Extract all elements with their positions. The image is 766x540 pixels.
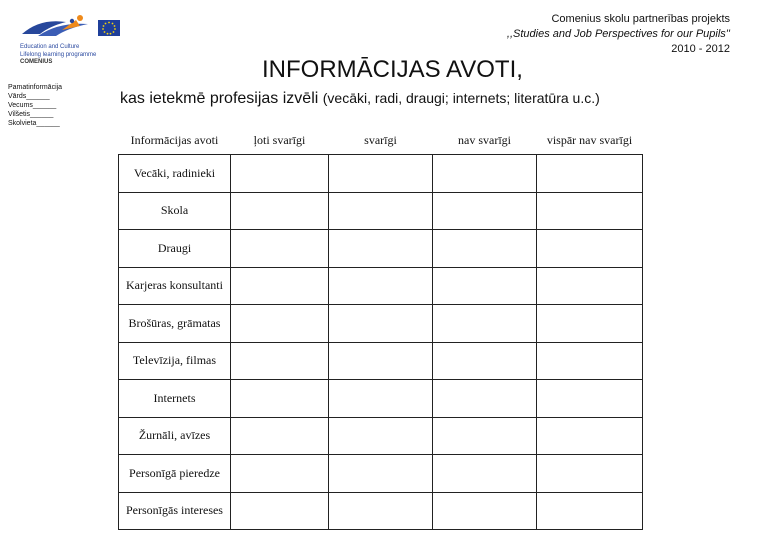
- row-label: Skola: [160, 203, 189, 218]
- rating-cell[interactable]: [329, 492, 433, 530]
- rating-cell[interactable]: [433, 417, 537, 455]
- basic-info-title: Pamatinformācija: [8, 84, 63, 91]
- rating-cell[interactable]: [433, 267, 537, 305]
- field-school: Skolvieta______: [8, 120, 60, 127]
- column-header-sources: Informācijas avoti: [119, 126, 231, 155]
- row-label: Televīzija, filmas: [132, 353, 217, 368]
- project-info: [507, 12, 730, 57]
- table-row: [119, 380, 643, 418]
- column-header-important: svarīgi: [329, 126, 433, 155]
- program-logo: [18, 12, 130, 82]
- table-row: [119, 417, 643, 455]
- row-label-cell: [119, 417, 231, 455]
- rating-cell[interactable]: [231, 267, 329, 305]
- rating-cell[interactable]: [433, 230, 537, 268]
- field-age: Vecums______: [8, 102, 57, 109]
- rating-cell[interactable]: [433, 192, 537, 230]
- rating-cell[interactable]: [433, 342, 537, 380]
- column-header-not-important: nav svarīgi: [433, 126, 537, 155]
- row-label-cell: [119, 230, 231, 268]
- rating-cell[interactable]: [537, 230, 643, 268]
- rating-cell[interactable]: [329, 380, 433, 418]
- table-header-row: [119, 126, 643, 155]
- program-line-2: Lifelong learning programme: [20, 51, 97, 58]
- rating-cell[interactable]: [231, 192, 329, 230]
- rating-cell[interactable]: [537, 380, 643, 418]
- row-label-cell: [119, 305, 231, 343]
- rating-cell[interactable]: [231, 305, 329, 343]
- rating-cell[interactable]: [231, 155, 329, 193]
- table-row: [119, 305, 643, 343]
- row-label: Vecāki, radinieki: [133, 165, 216, 180]
- rating-cell[interactable]: [537, 455, 643, 493]
- row-label-cell: [119, 342, 231, 380]
- row-label: Internets: [153, 390, 196, 405]
- row-label: Draugi: [157, 240, 192, 255]
- rating-cell[interactable]: [537, 492, 643, 530]
- row-label-cell: [119, 192, 231, 230]
- page-subtitle: [120, 90, 600, 108]
- rating-cell[interactable]: [537, 342, 643, 380]
- table-row: [119, 455, 643, 493]
- table-body: [119, 155, 643, 530]
- program-line-1: Education and Culture: [20, 44, 80, 50]
- rating-cell[interactable]: [433, 155, 537, 193]
- program-name: [20, 44, 130, 67]
- rating-cell[interactable]: [329, 192, 433, 230]
- rating-cell[interactable]: [329, 267, 433, 305]
- row-label: Karjeras konsultanti: [126, 278, 223, 293]
- row-label: Personīgās intereses: [126, 503, 223, 518]
- row-label-cell: [119, 267, 231, 305]
- rating-cell[interactable]: [433, 492, 537, 530]
- row-label: Brošūras, grāmatas: [128, 315, 221, 330]
- rating-cell[interactable]: [537, 267, 643, 305]
- table-row: [119, 492, 643, 530]
- table-row: [119, 267, 643, 305]
- subtitle-examples: (vecāki, radi, draugi; internets; literatūra u.c.): [322, 90, 600, 106]
- field-gender: Vilšetis______: [8, 111, 54, 118]
- rating-cell[interactable]: [433, 305, 537, 343]
- rating-cell[interactable]: [329, 455, 433, 493]
- project-years: 2010 - 2012: [671, 43, 730, 55]
- column-header-not-at-all-important: vispār nav svarīgi: [537, 126, 643, 155]
- table-row: [119, 155, 643, 193]
- project-line-2: ,,Studies and Job Perspectives for our Pupils'': [506, 28, 730, 40]
- page-title: INFORMĀCIJAS AVOTI,: [262, 56, 523, 83]
- column-header-very-important: ļoti svarīgi: [231, 126, 329, 155]
- rating-cell[interactable]: [433, 455, 537, 493]
- rating-cell[interactable]: [231, 417, 329, 455]
- row-label: Personīgā pieredze: [129, 465, 220, 480]
- rating-cell[interactable]: [329, 155, 433, 193]
- row-label-cell: [119, 492, 231, 530]
- lifelong-learning-logo-icon: [18, 12, 130, 44]
- rating-cell[interactable]: [231, 455, 329, 493]
- row-label: Žurnāli, avīzes: [138, 428, 211, 443]
- rating-cell[interactable]: [537, 192, 643, 230]
- sources-table: [118, 126, 643, 530]
- project-line-1: Comenius skolu partnerības projekts: [551, 13, 730, 25]
- rating-cell[interactable]: [433, 380, 537, 418]
- basic-info-block: [8, 83, 68, 128]
- rating-cell[interactable]: [537, 155, 643, 193]
- rating-cell[interactable]: [329, 305, 433, 343]
- rating-cell[interactable]: [231, 380, 329, 418]
- rating-cell[interactable]: [231, 230, 329, 268]
- row-label-cell: [119, 155, 231, 193]
- rating-cell[interactable]: [231, 492, 329, 530]
- rating-cell[interactable]: [329, 230, 433, 268]
- rating-cell[interactable]: [231, 342, 329, 380]
- table-row: [119, 192, 643, 230]
- rating-cell[interactable]: [537, 417, 643, 455]
- field-name: Vārds______: [8, 93, 50, 100]
- rating-cell[interactable]: [329, 417, 433, 455]
- rating-cell[interactable]: [329, 342, 433, 380]
- table-row: [119, 230, 643, 268]
- table-row: [119, 342, 643, 380]
- program-line-3: COMENIUS: [20, 59, 53, 65]
- subtitle-main: kas ietekmē profesijas izvēli: [120, 90, 319, 107]
- row-label-cell: [119, 455, 231, 493]
- row-label-cell: [119, 380, 231, 418]
- rating-cell[interactable]: [537, 305, 643, 343]
